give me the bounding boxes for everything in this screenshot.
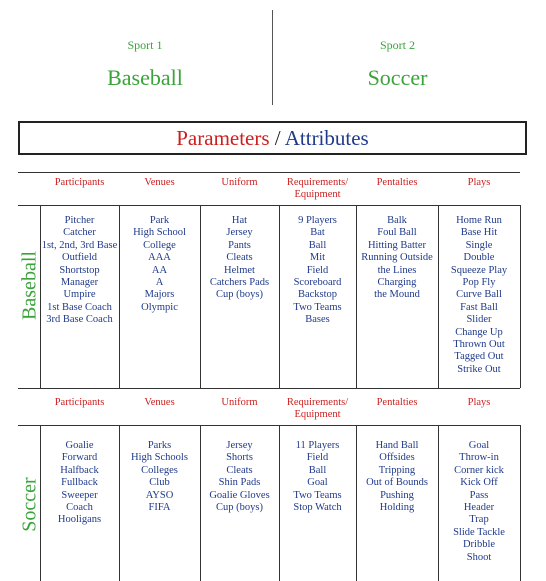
title-box [18, 121, 527, 155]
cell-item: Cleats [226, 252, 253, 264]
cell-item: Parks [147, 440, 172, 451]
cell-item: A [155, 277, 164, 289]
cell-item: Pushing [380, 489, 414, 501]
cell-item: AYSO [145, 489, 174, 501]
baseball-cell [279, 215, 356, 327]
cell-item: Offsides [379, 452, 415, 464]
soccer-cell [40, 440, 119, 527]
cell-item: 1st Base Coach [47, 301, 112, 313]
cell-item: Hitting Batter [367, 239, 427, 251]
sport-1-label: Sport 1 [127, 38, 163, 52]
cell-item: Helmet [224, 264, 255, 276]
sport-1-name: Baseball [107, 65, 183, 90]
cell-item: Tripping [378, 464, 416, 476]
sport-1-header [40, 38, 250, 91]
cell-item: the Lines [377, 264, 417, 276]
cell-item: Pants [228, 239, 251, 251]
cell-item: FIFA [148, 502, 171, 514]
cell-item: Goalie Gloves [209, 489, 270, 501]
cell-item: 3rd Base Coach [46, 314, 113, 326]
cell-item: Single [465, 239, 493, 251]
cell-item: Coach [66, 502, 93, 514]
cell-item: 9 Players [298, 215, 337, 226]
cell-item: Park [149, 215, 170, 226]
column-header: Venues [144, 177, 175, 188]
table-hline [18, 425, 520, 426]
cell-item: Charging [377, 277, 417, 289]
cell-item: Colleges [141, 464, 178, 476]
cell-item: Shoot [466, 551, 492, 563]
table-hline [18, 388, 520, 389]
title-separator: / [269, 126, 285, 150]
column-header: Venues [144, 397, 175, 408]
cell-item: Club [149, 477, 170, 489]
cell-item: Halfback [60, 464, 99, 476]
table-hline [18, 205, 520, 206]
soccer-cell [119, 440, 200, 514]
column-header: Uniform [221, 397, 258, 408]
cell-item: Shorts [226, 452, 253, 464]
soccer-cell [438, 440, 520, 564]
cell-item: 1st, 2nd, 3rd Base [41, 239, 118, 251]
cell-item: College [143, 239, 176, 251]
column-header: Participants [54, 177, 105, 188]
cell-item: Cup (boys) [216, 289, 263, 301]
cell-item: Stop Watch [293, 502, 342, 514]
cell-item: Umpire [63, 289, 96, 301]
column-header: Plays [467, 397, 491, 408]
cell-item: Cup (boys) [216, 502, 263, 514]
cell-item: 11 Players [295, 440, 340, 451]
cell-item: Bases [305, 314, 330, 326]
column-header: Pentalties [376, 397, 418, 408]
cell-item: Outfield [62, 252, 97, 264]
baseball-row-label: Baseball [18, 251, 41, 320]
cell-item: Catcher [63, 227, 96, 239]
cell-item: Pitcher [64, 215, 95, 226]
cell-item: Curve Ball [456, 289, 502, 301]
column-header: Participants [54, 397, 105, 408]
cell-item: Bat [310, 227, 325, 239]
cell-item: Holding [379, 502, 415, 514]
cell-item: Backstop [297, 289, 338, 301]
cell-item: Hooligans [57, 514, 102, 526]
cell-item: Shortstop [59, 264, 100, 276]
cell-item: Double [463, 252, 495, 264]
cell-item: Change Up [455, 326, 503, 338]
soccer-row-label: Soccer [18, 477, 41, 532]
cell-item: Mit [309, 252, 326, 264]
table-vline [520, 205, 521, 388]
cell-item: Fullback [61, 477, 98, 489]
cell-item: Majors [144, 289, 175, 301]
column-header: Requirements/ Equipment [286, 397, 349, 420]
cell-item: Thrown Out [453, 339, 505, 351]
soccer-cell [279, 440, 356, 514]
cell-item: Catchers Pads [209, 277, 270, 289]
title-parameters: Parameters [176, 126, 270, 150]
cell-item: Pop Fly [462, 277, 496, 289]
sport-2-header [290, 38, 505, 91]
cell-item: Jersey [226, 440, 253, 451]
cell-item: Squeeze Play [450, 264, 508, 276]
cell-item: Kick Off [460, 477, 498, 489]
sport-2-name: Soccer [367, 65, 428, 90]
cell-item: High School [133, 227, 186, 239]
cell-item: Sweeper [61, 489, 98, 501]
cell-item: the Mound [374, 289, 420, 301]
baseball-cell [200, 215, 279, 302]
table-vline [520, 425, 521, 581]
cell-item: Pass [469, 489, 489, 501]
column-header: Plays [467, 177, 491, 188]
cell-item: Scoreboard [293, 277, 342, 289]
cell-item: Hat [231, 215, 248, 226]
soccer-cell [356, 440, 438, 514]
cell-item: Corner kick [454, 464, 504, 476]
cell-item: Balk [387, 215, 407, 226]
cell-item: Olympic [141, 301, 178, 313]
cell-item: Two Teams [293, 301, 342, 313]
sport-divider [272, 10, 273, 105]
cell-item: Home Run [456, 215, 502, 226]
cell-item: Foul Ball [377, 227, 417, 239]
cell-item: AA [151, 264, 168, 276]
cell-item: Manager [60, 277, 99, 289]
sport-2-label: Sport 2 [379, 38, 415, 52]
baseball-cell [119, 215, 200, 314]
cell-item: Goal [468, 440, 490, 451]
cell-item: Dribble [462, 539, 496, 551]
cell-item: Ball [308, 464, 327, 476]
cell-item: Goalie [65, 440, 94, 451]
cell-item: Header [463, 502, 495, 514]
soccer-cell [200, 440, 279, 514]
cell-item: Tagged Out [454, 351, 504, 363]
cell-item: Shin Pads [218, 477, 261, 489]
cell-item: Jersey [226, 227, 253, 239]
title-attributes: Attributes [284, 126, 369, 150]
cell-item: Strike Out [457, 363, 501, 375]
cell-item: Throw-in [459, 452, 499, 464]
cell-item: Two Teams [293, 489, 342, 501]
cell-item: Ball [308, 239, 327, 251]
cell-item: Out of Bounds [366, 477, 428, 489]
cell-item: Forward [61, 452, 98, 464]
baseball-cell [438, 215, 520, 376]
column-header: Uniform [221, 177, 258, 188]
cell-item: Hand Ball [375, 440, 419, 451]
cell-item: Trap [469, 514, 489, 526]
cell-item: AAA [148, 252, 171, 264]
cell-item: Slider [466, 314, 492, 326]
cell-item: Cleats [226, 464, 253, 476]
baseball-cell [356, 215, 438, 302]
cell-item: Field [306, 264, 329, 276]
cell-item: Goal [307, 477, 328, 489]
cell-item: Base Hit [460, 227, 498, 239]
cell-item: Fast Ball [460, 301, 498, 313]
cell-item: High Schools [131, 452, 188, 464]
baseball-cell [40, 215, 119, 327]
table-hline [18, 172, 520, 173]
cell-item: Field [306, 452, 329, 464]
column-header: Pentalties [376, 177, 418, 188]
cell-item: Running Outside [361, 252, 433, 264]
cell-item: Slide Tackle [453, 526, 505, 538]
column-header: Requirements/ Equipment [286, 177, 349, 200]
